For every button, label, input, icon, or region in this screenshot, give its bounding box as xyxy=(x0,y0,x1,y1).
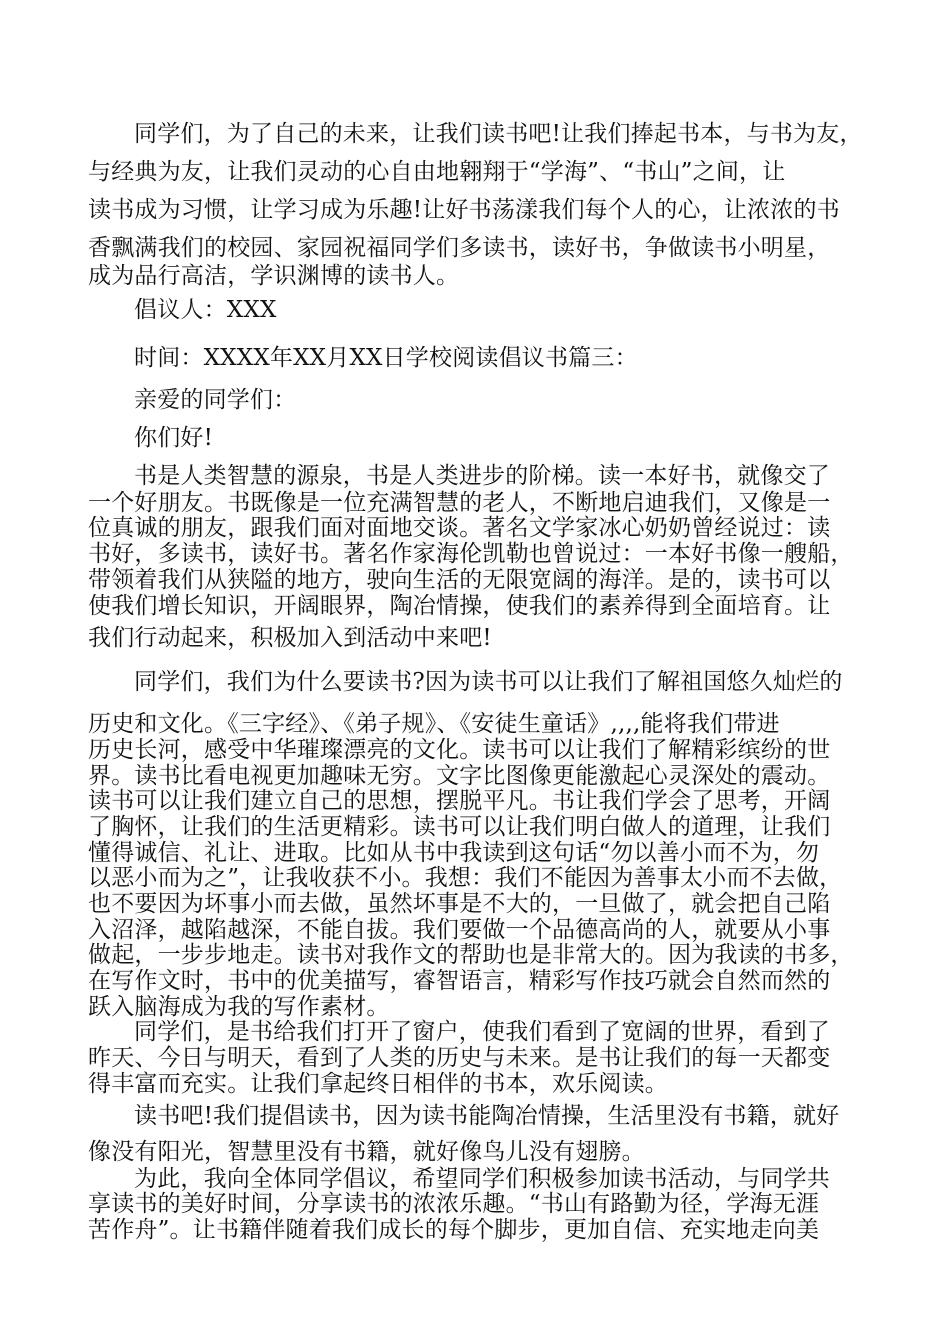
text-line: 享读书的美好时间，分享读书的浓浓乐趣。“书山有路勤为径，学海无涯 xyxy=(88,1191,820,1217)
text-line: 以恶小而为之”，让我收获不小。我想：我们不能因为善事太小而不去做， xyxy=(88,865,843,891)
date-line: 时间：XXXX年XX月XX日学校阅读倡议书篇三： xyxy=(134,345,638,371)
text-line: 同学们，为了自己的未来，让我们读书吧!让我们捧起书本，与书为友， xyxy=(134,121,863,147)
text-line: 跃入脑海成为我的写作素材。 xyxy=(88,994,390,1020)
text-line: 了胸怀，让我们的生活更精彩。读书可以让我们明白做人的道理，让我们 xyxy=(88,814,831,840)
salutation: 亲爱的同学们： xyxy=(134,387,297,413)
text-line: 与经典为友，让我们灵动的心自由地翱翔于“学海”、“书山”之间，让 xyxy=(88,159,786,185)
text-line: 历史和文化。《三字经》、《弟子规》、《安徒生童话》,,,,能将我们带进 xyxy=(88,711,780,737)
text-line: 苦作舟”。让书籍伴随着我们成长的每个脚步，更加自信、充实地走向美 xyxy=(88,1217,820,1243)
text-line: 得丰富而充实。让我们拿起终日相伴的书本，欢乐阅读。 xyxy=(88,1071,668,1097)
text-line: 昨天、今日与明天，看到了人类的历史与未来。是书让我们的每一天都变 xyxy=(88,1045,831,1071)
text-line: 读书可以让我们建立自己的思想，摆脱平凡。书让我们学会了思考，开阔 xyxy=(88,788,831,814)
text-line: 香飘满我们的校园、家园祝福同学们多读书，读好书，争做读书小明星， xyxy=(88,235,831,261)
text-line: 书是人类智慧的源泉，书是人类进步的阶梯。读一本好书，就像交了 xyxy=(134,463,830,489)
text-line: 做起，一步步地走。读书对我作文的帮助也是非常大的。因为我读的书多， xyxy=(88,942,854,968)
text-line: 同学们，我们为什么要读书?因为读书可以让我们了解祖国悠久灿烂的 xyxy=(134,669,843,695)
text-line: 成为品行高洁，学识渊博的读书人。 xyxy=(88,263,460,289)
text-line: 使我们增长知识，开阔眼界，陶冶情操，使我们的素养得到全面培育。让 xyxy=(88,593,831,619)
text-line: 也不要因为坏事小而去做，虽然坏事是不大的，一旦做了，就会把自己陷 xyxy=(88,891,831,917)
text-line: 读书吧!我们提倡读书，因为读书能陶冶情操，生活里没有书籍，就好 xyxy=(134,1103,840,1129)
text-line: 历史长河，感受中华璀璨漂亮的文化。读书可以让我们了解精彩缤纷的世 xyxy=(88,737,831,763)
text-line: 懂得诚信、礼让、进取。比如从书中我读到这句话“勿以善小而不为，勿 xyxy=(88,840,820,866)
text-line: 位真诚的朋友，跟我们面对面地交谈。著名文学家冰心奶奶曾经说过：读 xyxy=(88,515,831,541)
text-line: 在写作文时，书中的优美描写，睿智语言，精彩写作技巧就会自然而然的 xyxy=(88,968,831,994)
text-line: 带领着我们从狭隘的地方，驶向生活的无限宽阔的海洋。是的，读书可以 xyxy=(88,567,831,593)
text-line: 一个好朋友。书既像是一位充满智慧的老人，不断地启迪我们，又像是一 xyxy=(88,490,831,516)
text-line: 同学们，是书给我们打开了窗户，使我们看到了宽阔的世界，看到了 xyxy=(134,1019,830,1045)
text-line: 书好，多读书，读好书。著名作家海伦凯勒也曾说过：一本好书像一艘船， xyxy=(88,541,854,567)
text-line: 读书成为习惯，让学习成为乐趣!让好书荡漾我们每个人的心，让浓浓的书 xyxy=(88,197,840,223)
text-line: 像没有阳光，智慧里没有书籍，就好像鸟儿没有翅膀。 xyxy=(88,1139,645,1165)
text-line: 我们行动起来，积极加入到活动中来吧! xyxy=(88,625,492,651)
text-line: 入沼泽，越陷越深，不能自拔。我们要做一个品德高尚的人，就要从小事 xyxy=(88,917,831,943)
text-line: 为此，我向全体同学倡议，希望同学们积极参加读书活动，与同学共 xyxy=(134,1166,830,1192)
signature-line: 倡议人：XXX xyxy=(134,297,277,323)
greeting: 你们好! xyxy=(134,425,214,451)
text-line: 界。读书比看电视更加趣味无穷。文字比图像更能激起心灵深处的震动。 xyxy=(88,763,831,789)
